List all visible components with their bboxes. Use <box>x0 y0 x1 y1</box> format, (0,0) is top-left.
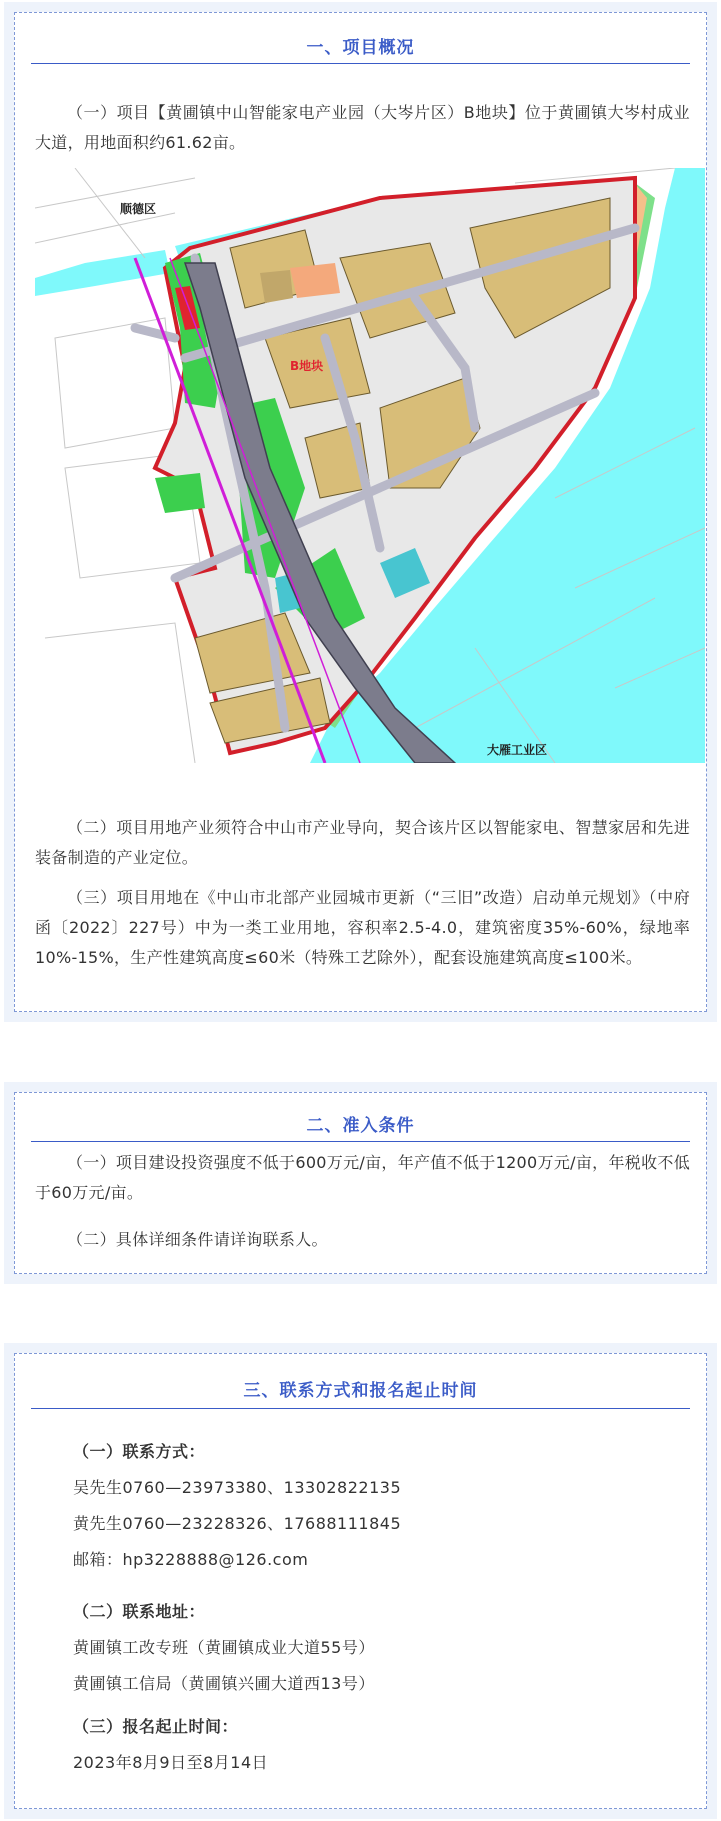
contact-info-block <box>73 1434 690 1578</box>
section-title: 一、项目概况 <box>306 38 415 58</box>
contact-email[interactable]: 邮箱：hp3228888@126.com <box>73 1550 309 1569</box>
contact-person-huang: 黄先生0760—23228326、17688111845 <box>73 1514 402 1533</box>
section-admission-conditions <box>4 1082 717 1284</box>
address-heading: （二）联系地址： <box>73 1602 206 1621</box>
contact-heading: （一）联系方式： <box>73 1442 206 1461</box>
address-line: 黄圃镇工信局（黄圃镇兴圃大道西13号） <box>73 1674 375 1693</box>
section-frame <box>14 1092 707 1274</box>
title-underline <box>31 1141 690 1142</box>
period-heading: （三）报名起止时间： <box>73 1717 239 1736</box>
section-frame <box>14 1353 707 1809</box>
section-frame <box>14 12 707 1012</box>
address-block <box>73 1594 690 1702</box>
title-underline <box>31 1408 690 1409</box>
paragraph-location: （一）项目【黄圃镇中山智能家电产业园（大岑片区）B地块】位于黄圃镇大岑村成业大道，用地面积约61.62亩。 <box>35 103 690 152</box>
title-underline <box>31 63 690 64</box>
map-label-plot: B地块 <box>290 359 324 373</box>
section-project-overview <box>4 2 717 1022</box>
contact-person-wu: 吴先生0760—23973380、13302822135 <box>73 1478 402 1497</box>
map-label-industrial: 大雁工业区 <box>487 743 548 757</box>
address-line: 黄圃镇工改专班（黄圃镇成业大道55号） <box>73 1638 375 1657</box>
paragraph-details: （二）具体详细条件请详询联系人。 <box>67 1230 328 1249</box>
paragraph-investment: （一）项目建设投资强度不低于600万元/亩，年产值不低于1200万元/亩，年税收不低于60万元/亩。 <box>35 1153 690 1202</box>
map-label-district: 顺德区 <box>120 202 157 216</box>
section-title: 二、准入条件 <box>306 1116 415 1136</box>
registration-period-block <box>73 1709 690 1781</box>
paragraph-industry: （二）项目用地产业须符合中山市产业导向，契合该片区以智能家电、智慧家居和先进装备制造的产业定位。 <box>35 818 690 867</box>
section-contact-and-period <box>4 1343 717 1819</box>
paragraph-planning: （三）项目用地在《中山市北部产业园城市更新（“三旧”改造）启动单元规划》（中府函〔2022〕227号）中为一类工业用地，容积率2.5-4.0，建筑密度35%-60%，绿地率10%-15%，生产性建筑高度≤60米（特殊工艺除外），配套设施建筑高度≤100米。 <box>35 888 690 967</box>
section-title: 三、联系方式和报名起止时间 <box>243 1381 478 1401</box>
period-dates: 2023年8月9日至8月14日 <box>73 1753 269 1772</box>
site-plan-map <box>35 168 705 763</box>
